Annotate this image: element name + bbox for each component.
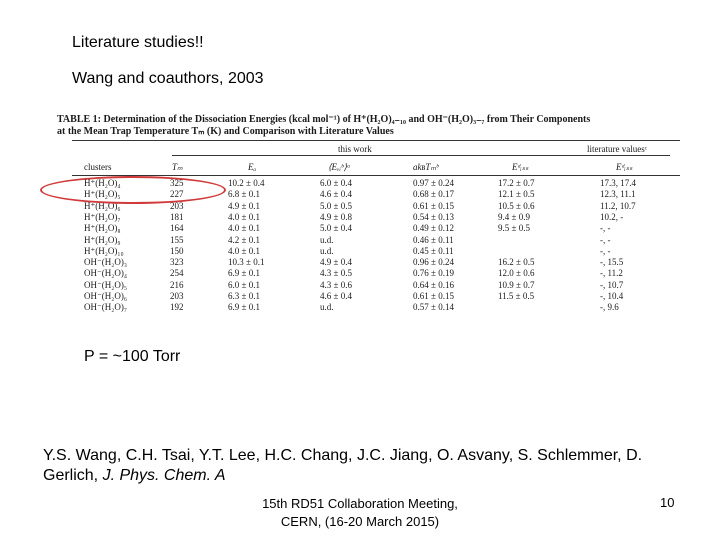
table-cell: OH⁻(H₂O)₃ bbox=[84, 257, 128, 268]
table-top-rule bbox=[72, 140, 680, 141]
table-cell: -, 11.2 bbox=[600, 268, 623, 279]
table-cell: 10.2 ± 0.4 bbox=[228, 178, 265, 188]
table-row bbox=[56, 223, 656, 234]
pressure-note: P = ~100 Torr bbox=[84, 348, 181, 365]
table-cell: 12.0 ± 0.6 bbox=[498, 268, 535, 279]
header-clusters: clusters bbox=[84, 162, 112, 172]
table-cell: OH⁻(H₂O)₄ bbox=[84, 268, 128, 279]
table-cell: 0.46 ± 0.11 bbox=[413, 234, 454, 245]
table-cell: 9.5 ± 0.5 bbox=[498, 223, 530, 234]
table-cell: u.d. bbox=[320, 234, 334, 245]
table-cell: 6.3 ± 0.1 bbox=[228, 291, 260, 301]
table-cell: -, 10.4 bbox=[600, 291, 624, 301]
table-cell: 4.3 ± 0.6 bbox=[320, 279, 352, 290]
table-row bbox=[56, 302, 656, 313]
table-caption-line-1: TABLE 1: Determination of the Dissociation Energies (kcal mol⁻¹) of H⁺(H₂O)₄₋₁₀ and OH⁻(H₂O)₃₋₇ from Their Components bbox=[57, 114, 591, 125]
table-cell: 155 bbox=[170, 234, 184, 245]
highlight-ellipse bbox=[40, 176, 226, 204]
table-cell: 12.3, 11.1 bbox=[600, 189, 636, 200]
table-cell: 0.45 ± 0.11 bbox=[413, 245, 454, 256]
table-cell: 4.6 ± 0.4 bbox=[320, 189, 352, 200]
citation-authors: Y.S. Wang, C.H. Tsai, Y.T. Lee, H.C. Chang, J.C. Jiang, O. Asvany, S. Schlemmer, D. Gerlich, bbox=[43, 447, 643, 484]
table-cell: 0.68 ± 0.17 bbox=[413, 189, 454, 200]
table-cell: H⁺(H₂O)₁₀ bbox=[84, 245, 124, 256]
table-cell: 0.61 ± 0.15 bbox=[413, 200, 454, 211]
table-cell: 17.3, 17.4 bbox=[600, 178, 636, 188]
table-cell: OH⁻(H₂O)₆ bbox=[84, 291, 128, 301]
group-header-this-work: this work bbox=[338, 144, 372, 154]
table-row bbox=[56, 268, 656, 279]
table-cell: -, - bbox=[600, 223, 611, 234]
table-cell: 6.9 ± 0.1 bbox=[228, 302, 260, 313]
table-cell: 4.2 ± 0.1 bbox=[228, 234, 260, 245]
literature-table bbox=[56, 114, 680, 313]
table-row bbox=[56, 235, 656, 246]
table-cell: 5.0 ± 0.5 bbox=[320, 200, 352, 211]
table-cell: 4.0 ± 0.1 bbox=[228, 223, 260, 234]
table-cell: 0.76 ± 0.19 bbox=[413, 268, 454, 279]
table-cell: H⁺(H₂O)₈ bbox=[84, 223, 121, 234]
table-cell: 325 bbox=[170, 178, 184, 188]
table-cell: 4.3 ± 0.5 bbox=[320, 268, 352, 279]
table-cell: 10.5 ± 0.6 bbox=[498, 200, 535, 211]
table-cell: H⁺(H₂O)₅ bbox=[84, 189, 121, 200]
table-cell: 4.0 ± 0.1 bbox=[228, 245, 260, 256]
table-cell: 9.4 ± 0.9 bbox=[498, 211, 530, 222]
table-cell: 4.9 ± 0.8 bbox=[320, 211, 352, 222]
footer-line-2: CERN, (16-20 March 2015) bbox=[280, 514, 440, 529]
table-cell: 4.9 ± 0.4 bbox=[320, 257, 352, 268]
table-cell: 0.96 ± 0.24 bbox=[413, 257, 454, 268]
table-cell: -, 15.5 bbox=[600, 257, 624, 268]
group-rule-this-work bbox=[172, 155, 594, 156]
table-cell: 0.54 ± 0.13 bbox=[413, 211, 454, 222]
table-cell: 11.5 ± 0.5 bbox=[498, 291, 535, 301]
header-evib: ⟨Eᵥᵢᵇ⟩ᵃ bbox=[328, 162, 351, 172]
table-cell: 10.3 ± 0.1 bbox=[228, 257, 265, 268]
table-cell: 10.2, - bbox=[600, 211, 624, 222]
table-caption-line-2: at the Mean Trap Temperature Tₘ (K) and Comparison with Literature Values bbox=[57, 126, 394, 137]
header-ediss-literature: Eᵈᵢₛₛ bbox=[616, 162, 633, 172]
table-row bbox=[56, 291, 656, 302]
table-cell: 6.0 ± 0.1 bbox=[228, 279, 260, 290]
table-cell: 4.6 ± 0.4 bbox=[320, 291, 352, 301]
table-cell: u.d. bbox=[320, 302, 334, 313]
group-rule-literature bbox=[584, 155, 670, 156]
table-cell: 4.9 ± 0.1 bbox=[228, 200, 260, 211]
table-cell: 203 bbox=[170, 291, 184, 301]
table-row bbox=[56, 257, 656, 268]
table-row bbox=[56, 280, 656, 291]
table-cell: 6.8 ± 0.1 bbox=[228, 189, 260, 200]
table-cell: 192 bbox=[170, 302, 184, 313]
table-cell: 0.49 ± 0.12 bbox=[413, 223, 454, 234]
table-row bbox=[56, 246, 656, 257]
header-ediss: Eᵈᵢₛₛ bbox=[512, 162, 529, 172]
table-cell: H⁺(H₂O)₄ bbox=[84, 178, 121, 188]
table-cell: -, - bbox=[600, 245, 611, 256]
table-cell: 0.57 ± 0.14 bbox=[413, 302, 454, 313]
table-cell: -, - bbox=[600, 234, 611, 245]
table-cell: 254 bbox=[170, 268, 184, 279]
table-cell: u.d. bbox=[320, 245, 334, 256]
table-cell: 203 bbox=[170, 200, 184, 211]
citation-journal: J. Phys. Chem. A bbox=[102, 467, 226, 484]
table-cell: -, 9.6 bbox=[600, 302, 619, 313]
table-cell: 4.0 ± 0.1 bbox=[228, 211, 260, 222]
table-cell: H⁺(H₂O)₇ bbox=[84, 211, 121, 222]
table-cell: -, 10.7 bbox=[600, 279, 624, 290]
table-row bbox=[56, 212, 656, 223]
table-cell: 6.0 ± 0.4 bbox=[320, 178, 352, 188]
table-cell: 181 bbox=[170, 211, 184, 222]
page-number: 10 bbox=[660, 495, 675, 510]
header-tm: Tₘ bbox=[172, 162, 183, 172]
table-cell: 17.2 ± 0.7 bbox=[498, 178, 535, 188]
table-cell: 6.9 ± 0.1 bbox=[228, 268, 260, 279]
table-cell: 0.64 ± 0.16 bbox=[413, 279, 454, 290]
table-cell: 11.2, 10.7 bbox=[600, 200, 636, 211]
table-cell: 164 bbox=[170, 223, 184, 234]
header-ea: Eₐ bbox=[248, 162, 257, 172]
header-akbtm: akʙTₘᵇ bbox=[413, 162, 439, 172]
slide-title-line-2: Wang and coauthors, 2003 bbox=[72, 70, 264, 87]
table-cell: OH⁻(H₂O)₅ bbox=[84, 279, 128, 290]
table-cell: 0.61 ± 0.15 bbox=[413, 291, 454, 301]
table-cell: 227 bbox=[170, 189, 184, 200]
footer-line-1: 15th RD51 Collaboration Meeting, bbox=[262, 496, 458, 511]
group-header-literature: literature valuesᶜ bbox=[587, 144, 648, 154]
table-cell: OH⁻(H₂O)₇ bbox=[84, 302, 128, 313]
table-cell: 16.2 ± 0.5 bbox=[498, 257, 535, 268]
footer bbox=[240, 495, 480, 531]
table-cell: 5.0 ± 0.4 bbox=[320, 223, 352, 234]
table-cell: 12.1 ± 0.5 bbox=[498, 189, 535, 200]
table-cell: 323 bbox=[170, 257, 184, 268]
table-cell: 0.97 ± 0.24 bbox=[413, 178, 454, 188]
table-cell: 10.9 ± 0.7 bbox=[498, 279, 535, 290]
table-cell: H⁺(H₂O)₆ bbox=[84, 200, 121, 211]
table-cell: 216 bbox=[170, 279, 184, 290]
citation bbox=[43, 446, 683, 486]
table-cell: H⁺(H₂O)₉ bbox=[84, 234, 121, 245]
slide-title-line-1: Literature studies!! bbox=[72, 34, 204, 51]
table-cell: 150 bbox=[170, 245, 184, 256]
